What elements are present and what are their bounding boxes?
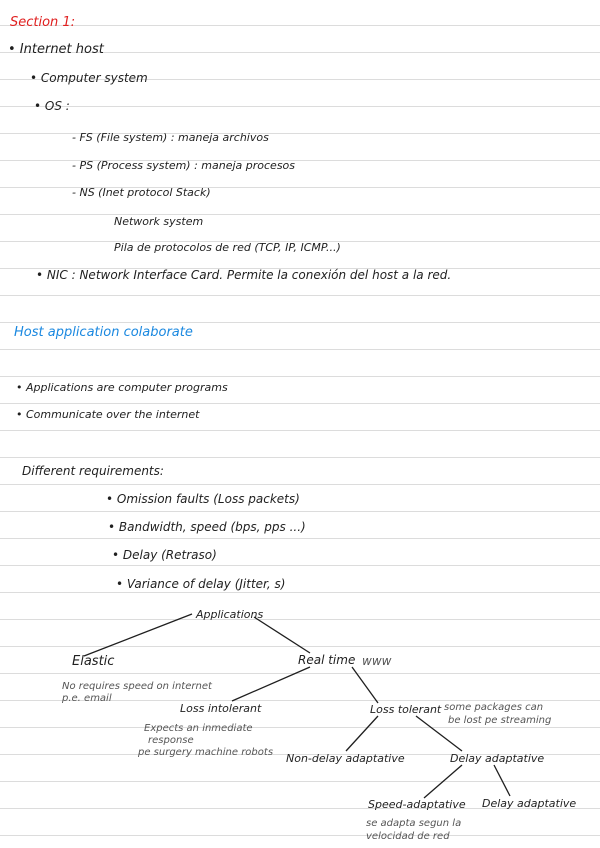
requirement-item: • Delay (Retraso) xyxy=(112,548,217,562)
tree-node-non-delay-adaptative: Non-delay adaptative xyxy=(286,752,405,765)
edge-root-elastic xyxy=(84,614,192,656)
communicate-bullet: • Communicate over the internet xyxy=(16,408,200,421)
speed-note-line: velocidad de red xyxy=(366,831,450,842)
tree-node-loss-tolerant: Loss tolerant xyxy=(370,703,442,716)
tree-node-real-time: Real time xyxy=(298,653,356,667)
applications-bullet: • Applications are computer programs xyxy=(16,381,228,394)
protocol-stack-note: Pila de protocolos de red (TCP, IP, ICMP...) xyxy=(114,241,341,254)
requirements-heading: Different requirements: xyxy=(22,464,164,478)
tree-node-speed-adaptative: Speed-adaptative xyxy=(368,798,466,811)
fs-item: - FS (File system) : maneja archivos xyxy=(72,131,269,144)
requirement-item: • Omission faults (Loss packets) xyxy=(106,492,300,506)
computer-system-bullet: • Computer system xyxy=(30,71,148,85)
ns-item: - NS (Inet protocol Stack) xyxy=(72,186,211,199)
edge-root-realtime xyxy=(254,617,310,653)
edge-realtime-intolerant xyxy=(232,667,310,701)
tolerant-note-line: be lost pe streaming xyxy=(448,715,552,726)
real-time-suffix: www xyxy=(362,654,392,668)
tree-node-elastic: Elastic xyxy=(72,654,115,669)
tolerant-note-line: some packages can xyxy=(444,702,544,713)
edge-realtime-tolerant xyxy=(352,667,378,703)
network-system-note: Network system xyxy=(114,215,204,228)
ps-item: - PS (Process system) : maneja procesos xyxy=(72,159,296,172)
intolerant-note-line: pe surgery machine robots xyxy=(138,747,274,758)
nic-bullet: • NIC : Network Interface Card. Permite la conexión del host a la red. xyxy=(36,268,452,282)
elastic-note-line: No requires speed on internet xyxy=(62,681,212,692)
intolerant-note-line: Expects an inmediate xyxy=(144,723,253,734)
internet-host-bullet: • Internet host xyxy=(8,42,104,57)
os-bullet: • OS : xyxy=(34,99,70,113)
tree-node-loss-intolerant: Loss intolerant xyxy=(180,702,262,715)
edge-delay-speed xyxy=(424,765,462,798)
tree-node-delay-adaptative-leaf: Delay adaptative xyxy=(482,797,577,810)
requirement-item: • Bandwidth, speed (bps, pps ...) xyxy=(108,520,306,534)
edge-tolerant-nondelay xyxy=(346,716,378,751)
requirement-item: • Variance of delay (Jitter, s) xyxy=(116,577,286,591)
tree-node-applications: Applications xyxy=(196,608,264,621)
edge-delay-delay2 xyxy=(494,765,510,796)
tree-node-delay-adaptative: Delay adaptative xyxy=(450,752,545,765)
speed-note-line: se adapta segun la xyxy=(366,818,462,829)
section-1-heading: Section 1: xyxy=(10,15,76,30)
elastic-note-line: p.e. email xyxy=(62,693,112,704)
section-2-heading: Host application colaborate xyxy=(14,325,193,340)
intolerant-note-line: response xyxy=(148,735,194,746)
